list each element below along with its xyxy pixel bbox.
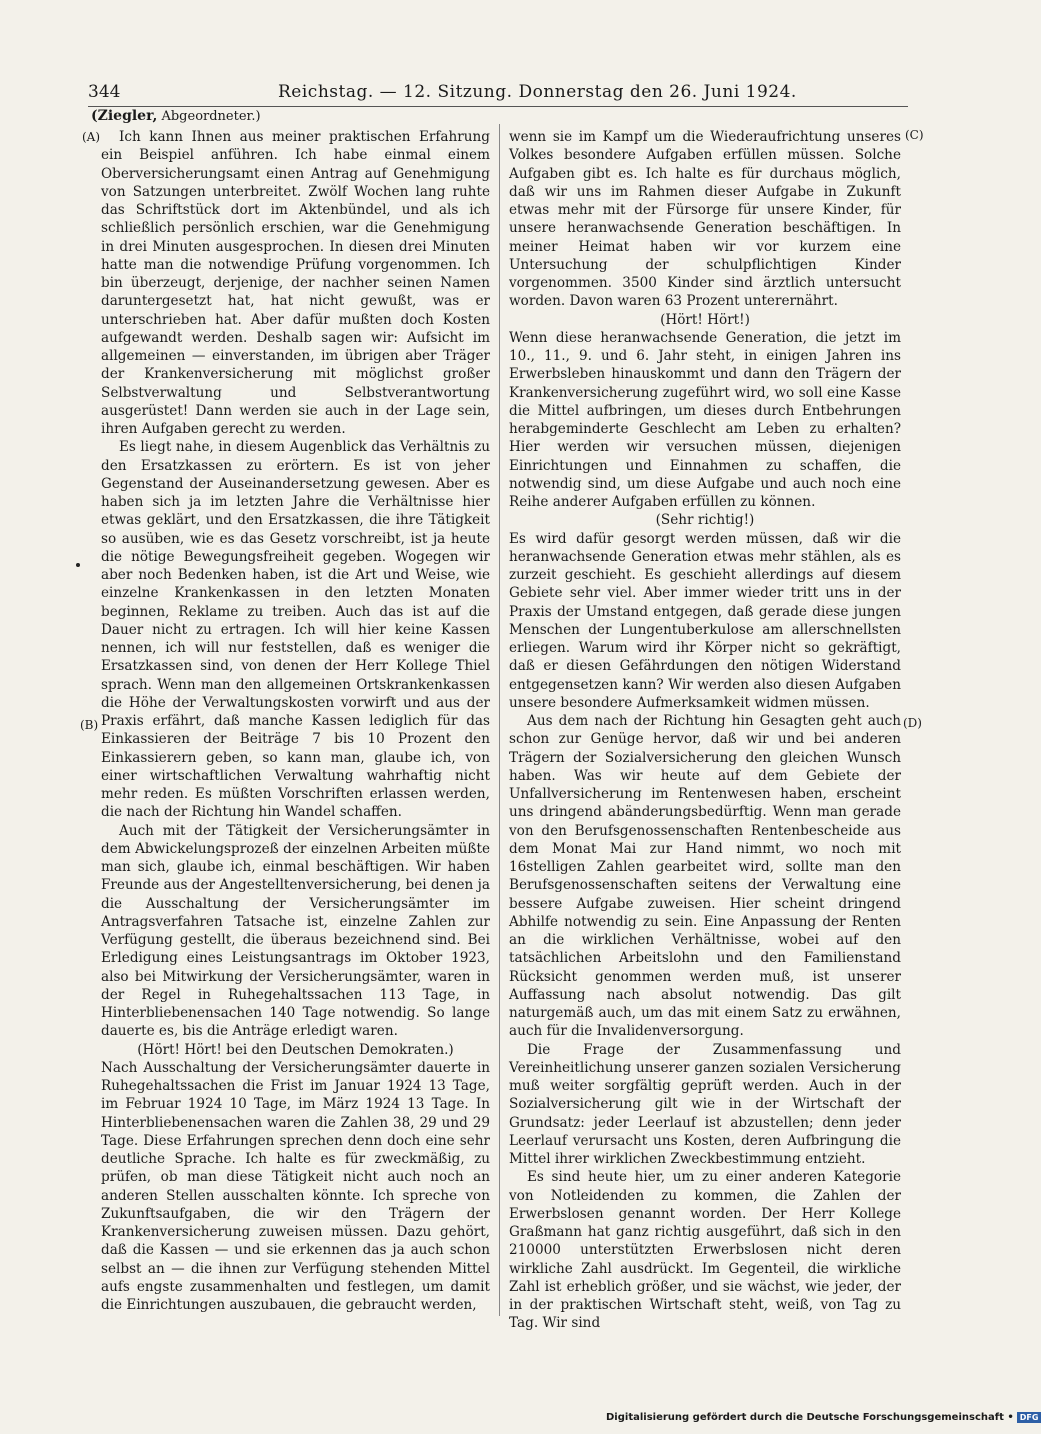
paragraph: Es liegt nahe, in diesem Augenblick das Verhältnis zu den Ersatzkassen zu erörtern. Es ist von jeher Gegenstand der Auseinandersetzung gewesen. Aber es haben sich ja im letzten Jahre die Verhältnisse hier etwas geklärt, und den Ersatzkassen, die ihre Tätigkeit so ausüben, wie es das Gesetz vorschreibt, ist ja heute die nötige Bewegungsfreiheit gegeben. Wogegen wir aber noch Bedenken haben, ist die Art und Weise, wie einzelne Krankenkassen in den letzten Monaten beginnen, Reklame zu treiben. Auch das ist auf die Dauer nicht zu ertragen. Ich will hier keine Kassen nennen, ich will nur feststellen, daß es weniger die Ersatzkassen sind, von denen der Herr Kollege Thiel sprach. Wenn man den allgemeinen Ortskrankenkassen die Höhe der Verwaltungskosten vorwirft und aus der Praxis erfährt, daß manche Kassen lediglich für das Einkassieren der Beiträge 7 bis 10 Prozent den Einkassierern geben, so kann man, glaube ich, von einer wirtschaftlichen Verwaltung wahrhaftig nicht mehr reden. Es müßten Vorschriften erlassen werden, die nach der Richtung hin Wandel schaffen. bbox=[101, 439, 490, 821]
interjection: (Hört! Hört!) bbox=[660, 311, 750, 328]
margin-marker-d: (D) bbox=[903, 716, 922, 730]
speaker-name: (Ziegler, bbox=[91, 108, 158, 124]
paragraph: Die Frage der Zusammenfassung und Vereinheitlichung unserer ganzen sozialen Versicherung muß weiter sorgfältig geprüft werden. Auch in der Sozialversicherung gilt wie in der Wirtschaft der Grundsatz: jeder Leerlauf ist abzustellen; denn jeder Leerlauf verursacht uns Kosten, deren Aufbringung die Mittel ihrer wirklichen Zweckbestimmung entzieht. bbox=[509, 1041, 901, 1167]
footer-credit bbox=[606, 1412, 1041, 1423]
margin-marker-b: (B) bbox=[80, 718, 99, 732]
footer-text: Digitalisierung gefördert durch die Deutsche Forschungsgemeinschaft • bbox=[606, 1412, 1014, 1423]
page-number: 344 bbox=[88, 82, 121, 102]
margin-marker-c: (C) bbox=[905, 128, 924, 142]
dfg-logo: DFG bbox=[1017, 1412, 1041, 1423]
paragraph: wenn sie im Kampf um die Wiederaufrichtung unseres Volkes besondere Aufgaben erfüllen müssen. Solche Aufgaben gibt es. Ich halte es für durchaus möglich, daß wir uns im Rahmen dieser Aufgabe in Zukunft etwas mehr mit der Fürsorge für unsere Kinder, für unsere heranwachsende Generation beschäftigen. In meiner Heimat haben wir vor kurzem eine Untersuchung der schulpflichtigen Kinder vorgenommen. 3500 Kinder sind ärztlich untersucht worden. Davon waren 63 Prozent unterernährt. bbox=[509, 129, 901, 310]
margin-dot bbox=[76, 563, 80, 567]
speaker-label bbox=[91, 108, 261, 124]
paragraph: Aus dem nach der Richtung hin Gesagten geht auch schon zur Genüge hervor, daß wir und bei anderen Trägern der Sozialversicherung den gleichen Wunsch haben. Was wir heute auf dem Gebiete der Unfallversicherung im Rentenwesen haben, erscheint uns dringend abänderungsbedürftig. Wenn man gerade von den Berufsgenossenschaften Rentenbescheide aus dem Monat Mai zur Hand nimmt, wo noch mit 16stelligen Zahlen gearbeitet wird, sollte man den Berufsgenossenschaften seitens der Verwaltung eine bessere Aufgabe zuweisen. Hier scheint dringend Abhilfe notwendig zu sein. Eine Anpassung der Renten an die wirklichen Verhältnisse, wobei auf den tatsächlichen Arbeitslohn und den Familienstand Rücksicht genommen werden muß, ist unserer Auffassung nach absolut notwendig. Das gilt naturgemäß auch, um das mit einem Satz zu erwähnen, auch für die Invalidenversorgung. bbox=[509, 713, 901, 1040]
paragraph: Ich kann Ihnen aus meiner praktischen Erfahrung ein Beispiel anführen. Ich habe einmal einem Oberversicherungsamt einen Antrag auf Genehmigung von Satzungen unterbreitet. Zwölf Wochen lang ruhte das Schriftstück dort im Aktenbündel, und als ich schließlich persönlich erschien, war die Genehmigung in drei Minuten ausgesprochen. In diesen drei Minuten hatte man die notwendige Prüfung vorgenommen. Ich bin überzeugt, derjenige, der nachher seinen Namen daruntergesetzt hat, hat nicht gewußt, was er unterschrieben hat. Aber dafür mußten doch Kosten aufgewandt werden. Deshalb sagen wir: Aufsicht im allgemeinen — einverstanden, im übrigen aber Träger der Krankenversicherung mit möglichst großer Selbstverwaltung und Selbstverantwortung ausgerüstet! Dann werden sie auch in der Lage sein, ihren Aufgaben gerecht zu werden. bbox=[101, 129, 490, 437]
paragraph: Wenn diese heranwachsende Generation, die jetzt im 10., 11., 9. und 6. Jahr steht, in einigen Jahren ins Erwerbsleben hinauskommt und dann den Trägern der Krankenversicherung zugeführt wird, wo soll eine Kasse die Mittel aufbringen, um dieses durch Entbehrungen herabgeminderte Geschlecht am Leben zu erhalten? Hier werden wir versuchen müssen, diejenigen Einrichtungen und Einnahmen zu schaffen, die notwendig sind, um diese Aufgabe und auch noch eine Reihe anderer Aufgaben erfüllen zu können. bbox=[509, 329, 901, 510]
page-header bbox=[88, 82, 908, 106]
column-divider bbox=[499, 124, 500, 1316]
margin-marker-a: (A) bbox=[82, 130, 101, 144]
paragraph: Es wird dafür gesorgt werden müssen, daß wir die heranwachsende Generation etwas mehr stählen, als es zurzeit geschieht. Es geschieht allerdings auf diesem Gebiete sehr viel. Aber immer wieder tritt uns in der Praxis der Umstand entgegen, daß gerade diese jungen Menschen der Lungentuberkulose am allerschnellsten erliegen. Warum wird ihr Körper nicht so gekräftigt, daß er diesen Gefährdungen den nötigen Widerstand entgegensetzen kann? Wir werden also diesen Aufgaben unsere besondere Aufmerksamkeit widmen müssen. bbox=[509, 530, 901, 711]
left-column bbox=[101, 128, 490, 1314]
interjection: (Hört! Hört! bei den Deutschen Demokraten.) bbox=[137, 1041, 454, 1058]
page-title: Reichstag. — 12. Sitzung. Donnerstag den 26. Juni 1924. bbox=[278, 82, 797, 102]
right-column bbox=[509, 128, 901, 1333]
paragraph: Nach Ausschaltung der Versicherungsämter dauerte in Ruhegehaltssachen die Frist im Januar 1924 13 Tage, im Februar 1924 10 Tage, im März 1924 13 Tage. In Hinterbliebenensachen waren die Zahlen 38, 29 und 29 Tage. Diese Erfahrungen sprechen denn doch eine sehr deutliche Sprache. Ich halte es für zweckmäßig, zu prüfen, ob man diese Tätigkeit nicht auch noch an anderen Stellen ausschalten könnte. Ich spreche von Zukunftsaufgaben, die wir den Trägern der Krankenversicherung zuweisen müssen. Dazu gehört, daß die Kassen — und sie erkennen das ja auch schon selbst an — die ihnen zur Verfügung stehenden Mittel aufs engste zusammenhalten und festlegen, um damit die Einrichtungen auszubauen, die gebraucht werden, bbox=[101, 1059, 490, 1313]
speaker-role: Abgeordneter.) bbox=[161, 109, 261, 124]
paragraph: Es sind heute hier, um zu einer anderen Kategorie von Notleidenden zu kommen, die Zahlen der Erwerbslosen genannt worden. Der Herr Kollege Graßmann hat ganz richtig ausgeführt, daß sich in den 210000 unterstützten Erwerbslosen nicht deren wirkliche Zahl ausdrückt. Im Gegenteil, die wirkliche Zahl ist erheblich größer, und sie wächst, wie jeder, der in der praktischen Wirtschaft steht, weiß, von Tag zu Tag. Wir sind bbox=[509, 1169, 901, 1332]
paragraph: Auch mit der Tätigkeit der Versicherungsämter in dem Abwickelungsprozeß der einzelnen Arbeiten müßte man sich, glaube ich, einmal beschäftigen. Wir haben Freunde aus der Angestelltenversicherung, bei denen ja die Ausschaltung der Versicherungsämter im Antragsverfahren Tatsache ist, einzelne Zahlen zur Verfügung gestellt, die überaus bezeichnend sind. Bei Erledigung eines Leistungsantrags im Oktober 1923, also bei Mitwirkung der Versicherungsämter, waren in der Regel in Ruhegehaltssachen 113 Tage, in Hinterbliebenensachen 140 Tage notwendig. So lange dauerte es, bis die Anträge erledigt waren. bbox=[101, 822, 490, 1040]
header-rule bbox=[88, 106, 908, 107]
interjection: (Sehr richtig!) bbox=[655, 512, 755, 529]
